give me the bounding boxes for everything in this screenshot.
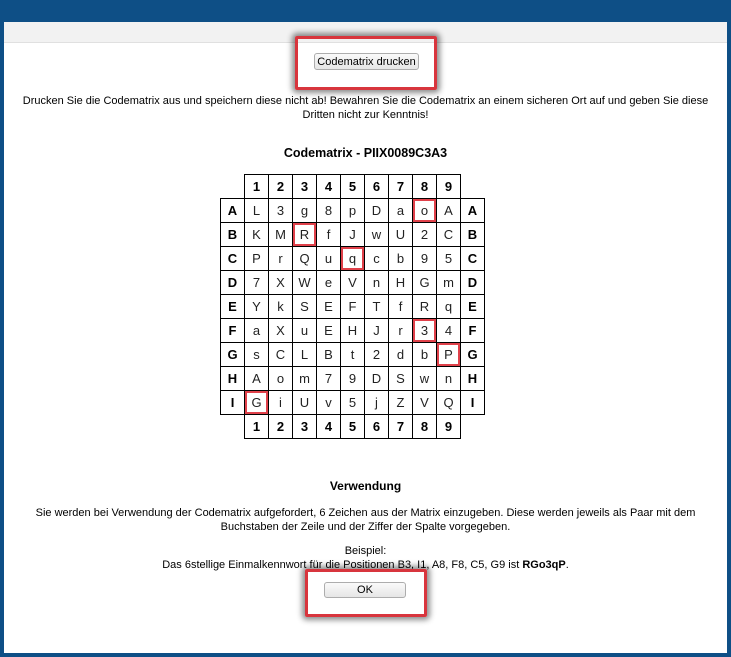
matrix-cell: e — [317, 271, 341, 295]
matrix-cell: j — [365, 391, 389, 415]
matrix-col-header: 3 — [293, 415, 317, 439]
matrix-cell: L — [293, 343, 317, 367]
matrix-cell: Y — [245, 295, 269, 319]
matrix-cell: b — [389, 247, 413, 271]
matrix-corner — [461, 175, 485, 199]
matrix-cell: u — [317, 247, 341, 271]
example-suffix: . — [565, 559, 569, 571]
matrix-cell: L — [245, 199, 269, 223]
matrix-cell: J — [341, 223, 365, 247]
matrix-col-header: 7 — [389, 415, 413, 439]
matrix-col-header: 5 — [341, 415, 365, 439]
matrix-cell: k — [269, 295, 293, 319]
matrix-row-d — [221, 271, 485, 295]
matrix-col-header: 1 — [245, 175, 269, 199]
matrix-cell: n — [437, 367, 461, 391]
matrix-cell: Z — [389, 391, 413, 415]
example-label: Beispiel: — [344, 545, 387, 557]
matrix-row-a — [221, 199, 485, 223]
dialog-window — [4, 22, 727, 653]
matrix-cell: H — [341, 319, 365, 343]
matrix-row-h — [221, 367, 485, 391]
matrix-cell: R — [413, 295, 437, 319]
matrix-row-label: G — [221, 343, 245, 367]
matrix-row-f — [221, 319, 485, 343]
matrix-row-label: I — [221, 391, 245, 415]
example-code: RGo3qP — [522, 559, 566, 571]
matrix-cell: 4 — [437, 319, 461, 343]
matrix-col-header: 6 — [365, 415, 389, 439]
matrix-cell: r — [389, 319, 413, 343]
matrix-cell: Q — [293, 247, 317, 271]
matrix-row-label: C — [461, 247, 485, 271]
code-matrix — [220, 174, 485, 439]
matrix-cell: w — [413, 367, 437, 391]
ok-button[interactable]: OK — [324, 582, 406, 598]
matrix-cell: q — [341, 247, 365, 271]
usage-line-2: Buchstaben der Zeile und der Ziffer der Spalte vorgegeben. — [220, 521, 511, 533]
matrix-cell: 9 — [413, 247, 437, 271]
matrix-cell: K — [245, 223, 269, 247]
matrix-row-label: E — [461, 295, 485, 319]
matrix-cell: 7 — [317, 367, 341, 391]
matrix-row-label: C — [221, 247, 245, 271]
matrix-cell: a — [389, 199, 413, 223]
matrix-cell: n — [365, 271, 389, 295]
matrix-row-label: B — [221, 223, 245, 247]
matrix-row-label: I — [461, 391, 485, 415]
print-codematrix-button[interactable]: Codematrix drucken — [314, 53, 419, 70]
matrix-cell: u — [293, 319, 317, 343]
matrix-col-header: 2 — [269, 415, 293, 439]
matrix-cell: W — [293, 271, 317, 295]
matrix-col-header: 9 — [437, 175, 461, 199]
matrix-cell: G — [245, 391, 269, 415]
matrix-cell: 9 — [341, 367, 365, 391]
matrix-col-header: 5 — [341, 175, 365, 199]
matrix-cell: 5 — [437, 247, 461, 271]
matrix-cell: S — [293, 295, 317, 319]
matrix-corner — [221, 175, 245, 199]
matrix-cell: i — [269, 391, 293, 415]
matrix-header-row-bottom — [221, 415, 485, 439]
matrix-cell: 3 — [413, 319, 437, 343]
usage-text — [4, 506, 727, 534]
matrix-cell: 2 — [413, 223, 437, 247]
matrix-row-label: F — [221, 319, 245, 343]
matrix-row-label: D — [221, 271, 245, 295]
matrix-cell: t — [341, 343, 365, 367]
matrix-cell: r — [269, 247, 293, 271]
matrix-cell: D — [365, 367, 389, 391]
print-instructions — [4, 94, 727, 122]
matrix-cell: q — [437, 295, 461, 319]
matrix-col-header: 2 — [269, 175, 293, 199]
matrix-cell: s — [245, 343, 269, 367]
matrix-cell: 7 — [245, 271, 269, 295]
matrix-cell: B — [317, 343, 341, 367]
matrix-row-label: A — [221, 199, 245, 223]
matrix-cell: A — [245, 367, 269, 391]
matrix-cell: o — [269, 367, 293, 391]
instructions-line-2: Dritten nicht zur Kenntnis! — [302, 109, 429, 121]
matrix-cell: T — [365, 295, 389, 319]
matrix-row-g — [221, 343, 485, 367]
matrix-cell: m — [437, 271, 461, 295]
matrix-cell: 5 — [341, 391, 365, 415]
matrix-row-label: D — [461, 271, 485, 295]
matrix-cell: o — [413, 199, 437, 223]
matrix-cell: 8 — [317, 199, 341, 223]
matrix-cell: A — [437, 199, 461, 223]
matrix-header-row-top — [221, 175, 485, 199]
matrix-col-header: 4 — [317, 415, 341, 439]
matrix-cell: R — [293, 223, 317, 247]
matrix-cell: X — [269, 319, 293, 343]
matrix-cell: V — [341, 271, 365, 295]
usage-line-1: Sie werden bei Verwendung der Codematrix aufgefordert, 6 Zeichen aus der Matrix einzugeben. Diese werden jeweils als Paar mit dem — [35, 507, 696, 519]
instructions-line-1: Drucken Sie die Codematrix aus und speichern diese nicht ab! Bewahren Sie die Codematrix an einem sicheren Ort auf und geben Sie diese — [22, 95, 709, 107]
matrix-cell: F — [341, 295, 365, 319]
matrix-col-header: 7 — [389, 175, 413, 199]
matrix-corner — [461, 415, 485, 439]
matrix-row-label: H — [221, 367, 245, 391]
matrix-col-header: 9 — [437, 415, 461, 439]
matrix-cell: U — [389, 223, 413, 247]
matrix-cell: P — [245, 247, 269, 271]
matrix-cell: J — [365, 319, 389, 343]
matrix-row-label: E — [221, 295, 245, 319]
matrix-cell: 2 — [365, 343, 389, 367]
matrix-corner — [221, 415, 245, 439]
matrix-row-label: G — [461, 343, 485, 367]
matrix-col-header: 1 — [245, 415, 269, 439]
matrix-row-e — [221, 295, 485, 319]
matrix-row-label: F — [461, 319, 485, 343]
matrix-cell: 3 — [269, 199, 293, 223]
matrix-cell: Q — [437, 391, 461, 415]
matrix-cell: b — [413, 343, 437, 367]
matrix-col-header: 8 — [413, 175, 437, 199]
matrix-cell: d — [389, 343, 413, 367]
matrix-cell: c — [365, 247, 389, 271]
matrix-cell: X — [269, 271, 293, 295]
usage-title: Verwendung — [329, 479, 402, 493]
matrix-cell: S — [389, 367, 413, 391]
matrix-cell: f — [317, 223, 341, 247]
matrix-cell: E — [317, 319, 341, 343]
matrix-cell: D — [365, 199, 389, 223]
matrix-cell: M — [269, 223, 293, 247]
matrix-cell: P — [437, 343, 461, 367]
matrix-col-header: 6 — [365, 175, 389, 199]
matrix-cell: V — [413, 391, 437, 415]
matrix-cell: C — [269, 343, 293, 367]
matrix-cell: g — [293, 199, 317, 223]
matrix-cell: G — [413, 271, 437, 295]
matrix-col-header: 4 — [317, 175, 341, 199]
matrix-cell: C — [437, 223, 461, 247]
matrix-row-i — [221, 391, 485, 415]
matrix-cell: H — [389, 271, 413, 295]
matrix-col-header: 8 — [413, 415, 437, 439]
matrix-cell: w — [365, 223, 389, 247]
matrix-cell: a — [245, 319, 269, 343]
example-sentence: Das 6stellige Einmalkennwort für die Positionen B3, I1, A8, F8, C5, G9 ist — [162, 559, 523, 571]
matrix-row-label: B — [461, 223, 485, 247]
example-block — [4, 544, 727, 572]
matrix-cell: E — [317, 295, 341, 319]
matrix-cell: U — [293, 391, 317, 415]
matrix-cell: p — [341, 199, 365, 223]
matrix-row-label: H — [461, 367, 485, 391]
matrix-row-label: A — [461, 199, 485, 223]
matrix-col-header: 3 — [293, 175, 317, 199]
matrix-cell: f — [389, 295, 413, 319]
matrix-row-c — [221, 247, 485, 271]
matrix-cell: v — [317, 391, 341, 415]
matrix-title: Codematrix - PIIX0089C3A3 — [283, 146, 448, 160]
matrix-cell: m — [293, 367, 317, 391]
matrix-row-b — [221, 223, 485, 247]
